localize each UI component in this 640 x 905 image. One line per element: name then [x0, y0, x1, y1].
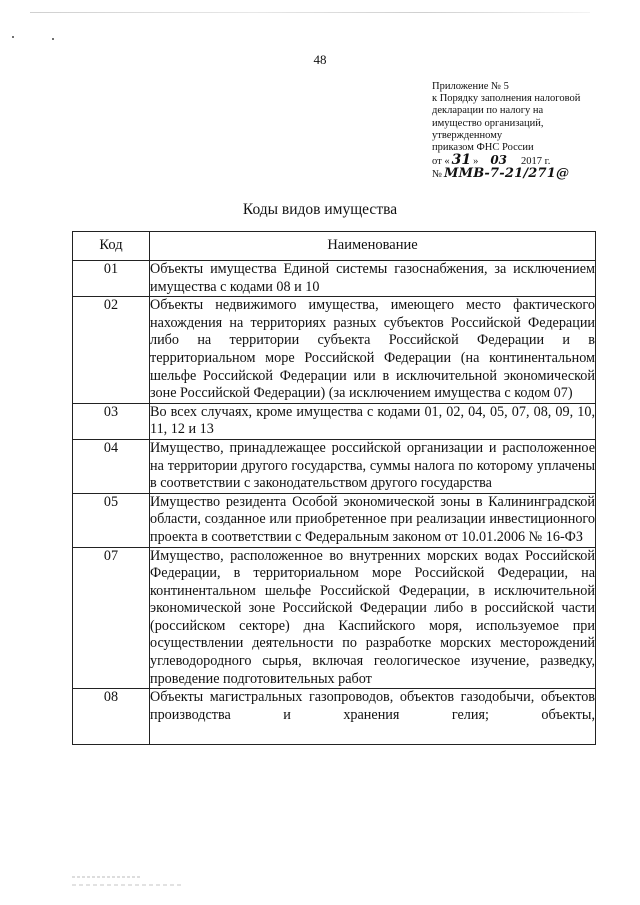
- name-cell: Объекты имущества Единой системы газоснабжения, за исключением имущества с кодами 08 и 10: [150, 261, 596, 297]
- code-cell: 01: [73, 261, 150, 297]
- table-header-row: [73, 232, 596, 261]
- table-row: [73, 493, 596, 547]
- appendix-line: Приложение № 5: [432, 81, 509, 92]
- scan-speck: [12, 36, 14, 38]
- table-row: [73, 689, 596, 745]
- scan-edge-line: [30, 12, 590, 13]
- date-mid: »: [473, 156, 479, 168]
- table-row: [73, 439, 596, 493]
- appendix-line: имущество организаций,: [432, 117, 544, 129]
- date-month: 03: [490, 153, 508, 168]
- table-row: [73, 547, 596, 689]
- appendix-line: приказом ФНС России: [432, 142, 534, 154]
- scan-speck: [52, 38, 54, 40]
- table-row: [73, 403, 596, 439]
- order-number: [432, 168, 622, 181]
- code-cell: 08: [73, 689, 150, 745]
- page-number: 48: [313, 52, 327, 67]
- appendix-line: декларации по налогу на: [432, 105, 544, 117]
- faint-footer-stamp: [72, 873, 192, 896]
- date-day: 31: [451, 152, 472, 169]
- date-year: 2017 г.: [521, 156, 551, 168]
- code-cell: 02: [73, 297, 150, 404]
- appendix-block: [432, 81, 622, 182]
- code-cell: 04: [73, 439, 150, 493]
- property-codes-table: [72, 231, 596, 745]
- code-cell: 05: [73, 493, 150, 547]
- document-title: Коды видов имущества: [242, 201, 398, 218]
- header-name: Наименование: [150, 232, 596, 261]
- name-cell: Имущество, расположенное во внутренних морских водах Российской Федерации, в территориальном море Российской Федерации, на континентальном шельфе Российской Федерации, в исключительной экономической зоне Российской Федерации либо в российской части (российском секторе) дна Каспийского моря, используемое при осуществлении деятельности по разработке морских месторождений углеводородного сырья, включая геологическое изучение, разведку, проведение подготовительных работ: [150, 547, 596, 689]
- scan-stamp-mark: [72, 873, 192, 893]
- reg-prefix: №: [432, 169, 443, 181]
- name-cell: Объекты недвижимого имущества, имеющего место фактического нахождения на территориях разных субъектов Российской Федерации либо на территории субъекта Российской Федерации и в территориальном море Российской Федерации (на континентальном шельфе Российской Федерации или в исключительной экономической зоне Российской Федерации) (за исключением имущества с кодом 07): [150, 297, 596, 404]
- appendix-line: утвержденному: [432, 129, 503, 141]
- code-cell: 03: [73, 403, 150, 439]
- code-cell: 07: [73, 547, 150, 689]
- name-cell: Объекты магистральных газопроводов, объектов газодобычи, объектов производства и хранения гелия; объекты,: [150, 689, 596, 745]
- appendix-line: к Порядку заполнения налоговой: [432, 93, 581, 105]
- date-prefix: от «: [432, 156, 450, 168]
- name-cell: Имущество, принадлежащее российской организации и расположенное на территории другого государства, суммы налога по которому уплачены в соответствии с законодательством другого государства: [150, 439, 596, 493]
- table-row: [73, 297, 596, 404]
- name-cell: Имущество резидента Особой экономической зоны в Калининградской области, созданное или приобретенное при реализации инвестиционного проекта в соответствии с Федеральным законом от 10.01.2006 № 16-ФЗ: [150, 493, 596, 547]
- name-cell: Во всех случаях, кроме имущества с кодами 01, 02, 04, 05, 07, 08, 09, 10, 11, 12 и 13: [150, 403, 596, 439]
- header-code: Код: [73, 232, 150, 261]
- reg-number: ММВ-7-21/271@: [444, 166, 570, 182]
- table-row: [73, 261, 596, 297]
